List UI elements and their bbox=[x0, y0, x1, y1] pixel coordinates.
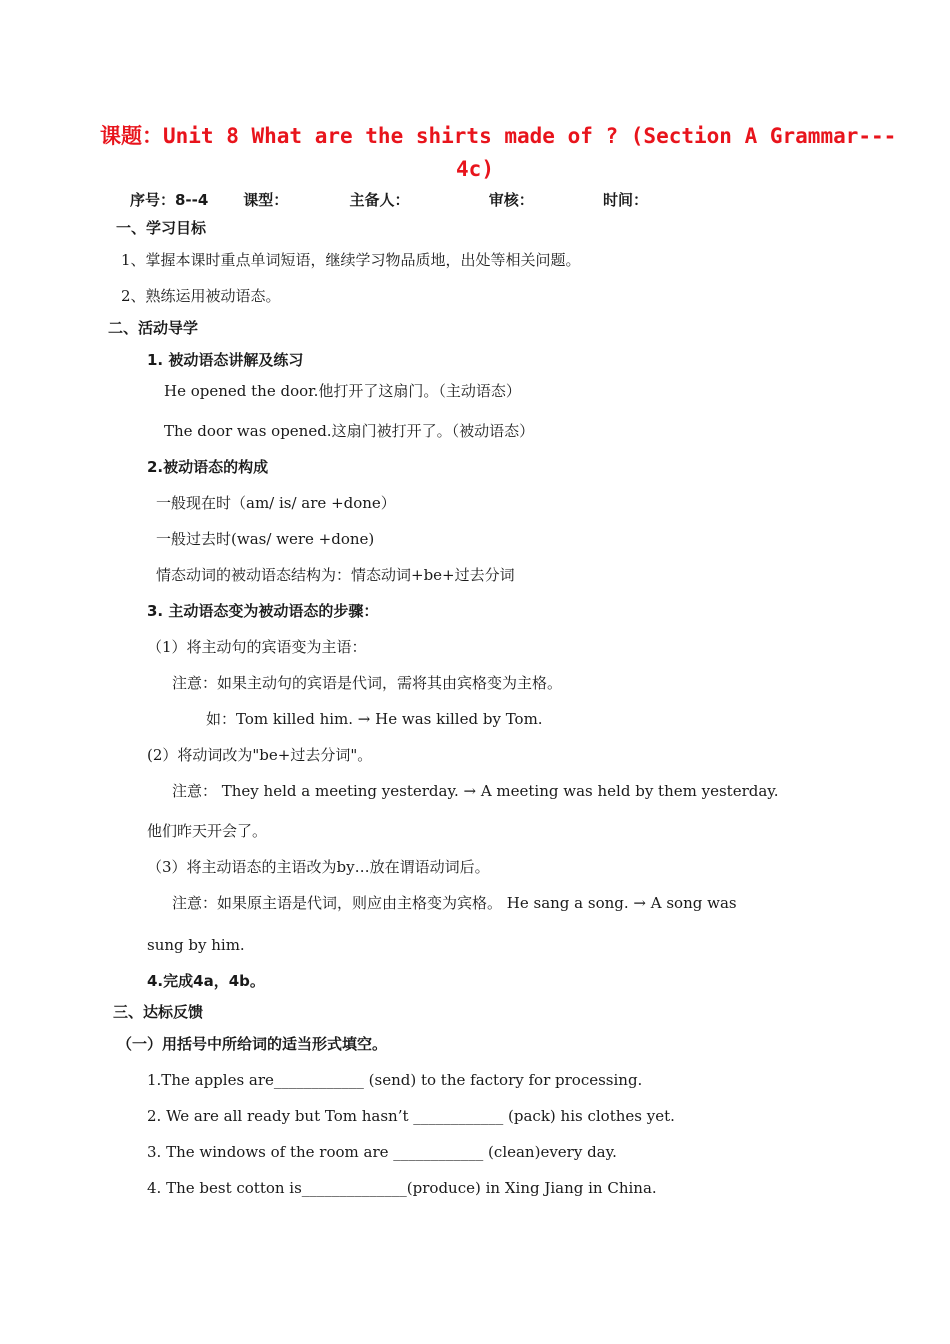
step1-example: 如：Tom killed him. → He was killed by Tom. bbox=[206, 710, 543, 728]
part2-line-1: 一般现在时（am/ is/ are +done） bbox=[156, 494, 396, 512]
part3-heading: 3. 主动语态变为被动语态的步骤： bbox=[147, 602, 379, 620]
meta-reviewer: 审核： bbox=[488, 191, 534, 209]
part2-heading: 2.被动语态的构成 bbox=[147, 458, 269, 476]
section2-heading: 二、活动导学 bbox=[108, 319, 199, 337]
section1-heading: 一、学习目标 bbox=[116, 219, 207, 237]
step2-translation: 他们昨天开会了。 bbox=[147, 822, 268, 840]
part2-line-2: 一般过去时(was/ were +done) bbox=[156, 530, 375, 548]
part4-heading: 4.完成4a，4b。 bbox=[147, 972, 265, 990]
meta-time: 时间： bbox=[602, 191, 648, 209]
question-4: 4. The best cotton is______________(produce) in Xing Jiang in China. bbox=[147, 1179, 657, 1197]
section1-item-1: 1、掌握本课时重点单词短语，继续学习物品质地，出处等相关问题。 bbox=[121, 251, 581, 269]
section3-subheading: （一）用括号中所给词的适当形式填空。 bbox=[117, 1035, 388, 1053]
document-title-line2: 4c) bbox=[456, 157, 494, 181]
part1-example-2: The door was opened.这扇门被打开了。（被动语态） bbox=[164, 422, 535, 440]
step3: （3）将主动语态的主语改为by…放在谓语动词后。 bbox=[147, 858, 490, 876]
meta-preparer: 主备人： bbox=[349, 191, 410, 209]
step1-note: 注意：如果主动句的宾语是代词，需将其由宾格变为主格。 bbox=[172, 674, 563, 692]
meta-row bbox=[130, 190, 648, 210]
step2-note: 注意： They held a meeting yesterday. → A meeting was held by them yesterday. bbox=[172, 782, 779, 800]
meta-type: 课型： bbox=[243, 191, 289, 209]
part2-line-3: 情态动词的被动语态结构为：情态动词+be+过去分词 bbox=[156, 566, 515, 584]
step2: (2）将动词改为"be+过去分词"。 bbox=[147, 746, 373, 764]
step3-note: 注意：如果原主语是代词，则应由主格变为宾格。 He sang a song. → A song was bbox=[172, 894, 737, 912]
question-1: 1.The apples are____________ (send) to the factory for processing. bbox=[147, 1071, 643, 1089]
step3-continuation: sung by him. bbox=[147, 936, 245, 954]
section1-item-2: 2、熟练运用被动语态。 bbox=[121, 287, 281, 305]
part1-example-1: He opened the door.他打开了这扇门。（主动语态） bbox=[164, 382, 521, 400]
question-2: 2. We are all ready but Tom hasn’t ____________ (pack) his clothes yet. bbox=[147, 1107, 675, 1125]
step1: （1）将主动句的宾语变为主语： bbox=[147, 638, 367, 656]
section3-heading: 三、达标反馈 bbox=[113, 1003, 204, 1021]
meta-serial: 序号：8--4 bbox=[130, 191, 209, 209]
part1-heading: 1. 被动语态讲解及练习 bbox=[147, 351, 304, 369]
question-3: 3. The windows of the room are ____________ (clean)every day. bbox=[147, 1143, 617, 1161]
document-title-line1: 课题：Unit 8 What are the shirts made of ? (Section A Grammar--- bbox=[100, 124, 897, 148]
